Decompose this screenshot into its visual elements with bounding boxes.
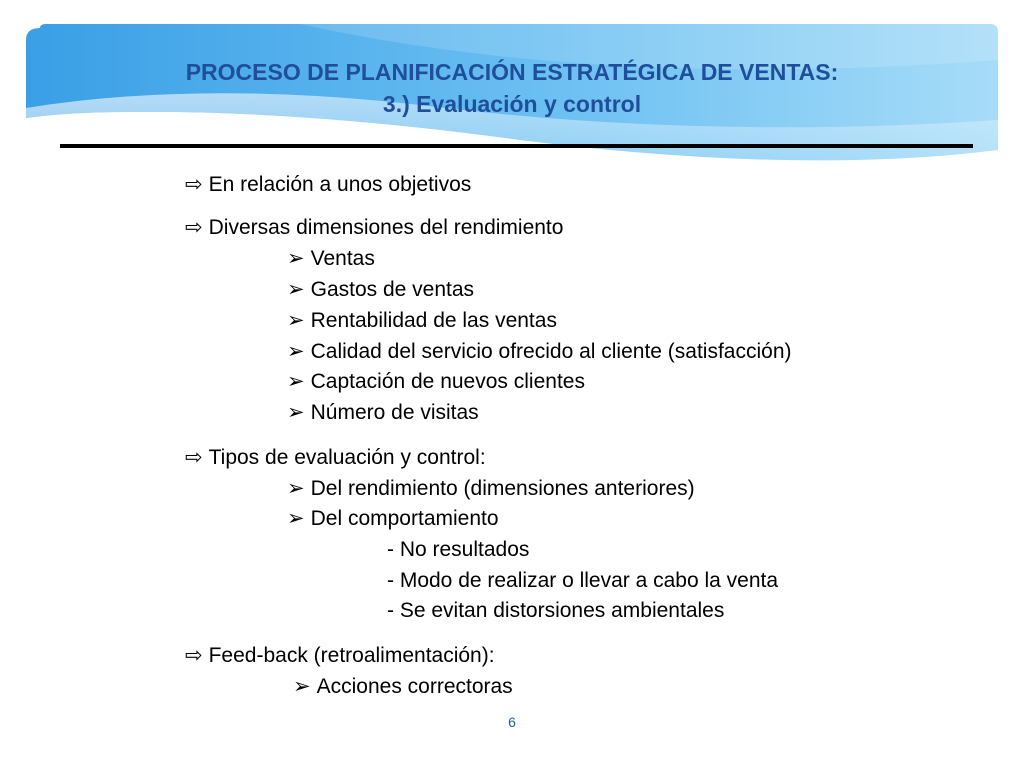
sub-bullet-text: Captación de nuevos clientes [310, 370, 585, 393]
sub-bullet [287, 246, 375, 272]
slide-subtitle: 3.) Evaluación y control [382, 91, 642, 117]
sub-bullet-text: Calidad del servicio ofrecido al cliente (satisfacción) [310, 340, 792, 363]
sub-sub-item: - Se evitan distorsiones ambientales [387, 599, 725, 622]
sub-bullet-text: Rentabilidad de las ventas [310, 309, 557, 332]
sub-bullet [287, 506, 499, 532]
arrow-bullet-icon: ⇨ [185, 644, 203, 667]
slide-title: PROCESO DE PLANIFICACIÓN ESTRATÉGICA DE VENTAS: [185, 59, 839, 85]
sub-bullet-text: Acciones correctoras [316, 675, 513, 698]
arrowhead-bullet-icon: ➢ [287, 401, 305, 424]
sub-sub-item: - Modo de realizar o llevar a cabo la venta [387, 569, 779, 592]
arrow-bullet-icon: ⇨ [185, 216, 203, 239]
arrowhead-bullet-icon: ➢ [287, 278, 305, 301]
sub-bullet [287, 476, 695, 502]
sub-bullet [287, 308, 557, 334]
arrowhead-bullet-icon: ➢ [287, 340, 305, 363]
sub-bullet [287, 277, 474, 303]
title-divider [60, 144, 973, 148]
sub-bullet [287, 400, 479, 426]
bullet-text: En relación a unos objetivos [208, 173, 472, 196]
arrowhead-bullet-icon: ➢ [287, 507, 305, 530]
bullet-text: Diversas dimensiones del rendimiento [208, 216, 564, 239]
sub-bullet [293, 674, 513, 700]
sub-sub-item: - No resultados [387, 538, 530, 561]
arrowhead-bullet-icon: ➢ [287, 370, 305, 393]
bullet-feedback [185, 643, 495, 669]
arrowhead-bullet-icon: ➢ [287, 477, 305, 500]
bullet-text: Feed-back (retroalimentación): [208, 644, 495, 667]
sub-bullet-text: Gastos de ventas [310, 278, 475, 301]
arrow-bullet-icon: ⇨ [185, 446, 203, 469]
arrowhead-bullet-icon: ➢ [293, 675, 311, 698]
sub-bullet [287, 339, 792, 365]
bullet-text: Tipos de evaluación y control: [208, 446, 486, 469]
bullet-objetivos [185, 172, 471, 198]
page-number: 6 [508, 714, 516, 730]
sub-bullet-text: Del comportamiento [310, 507, 499, 530]
sub-bullet [287, 369, 585, 395]
bullet-tipos [185, 445, 486, 471]
bullet-dimensiones [185, 215, 563, 241]
sub-bullet-text: Ventas [310, 247, 375, 270]
arrow-bullet-icon: ⇨ [185, 173, 203, 196]
arrowhead-bullet-icon: ➢ [287, 309, 305, 332]
arrowhead-bullet-icon: ➢ [287, 247, 305, 270]
sub-bullet-text: Del rendimiento (dimensiones anteriores) [310, 477, 695, 500]
sub-bullet-text: Número de visitas [310, 401, 479, 424]
